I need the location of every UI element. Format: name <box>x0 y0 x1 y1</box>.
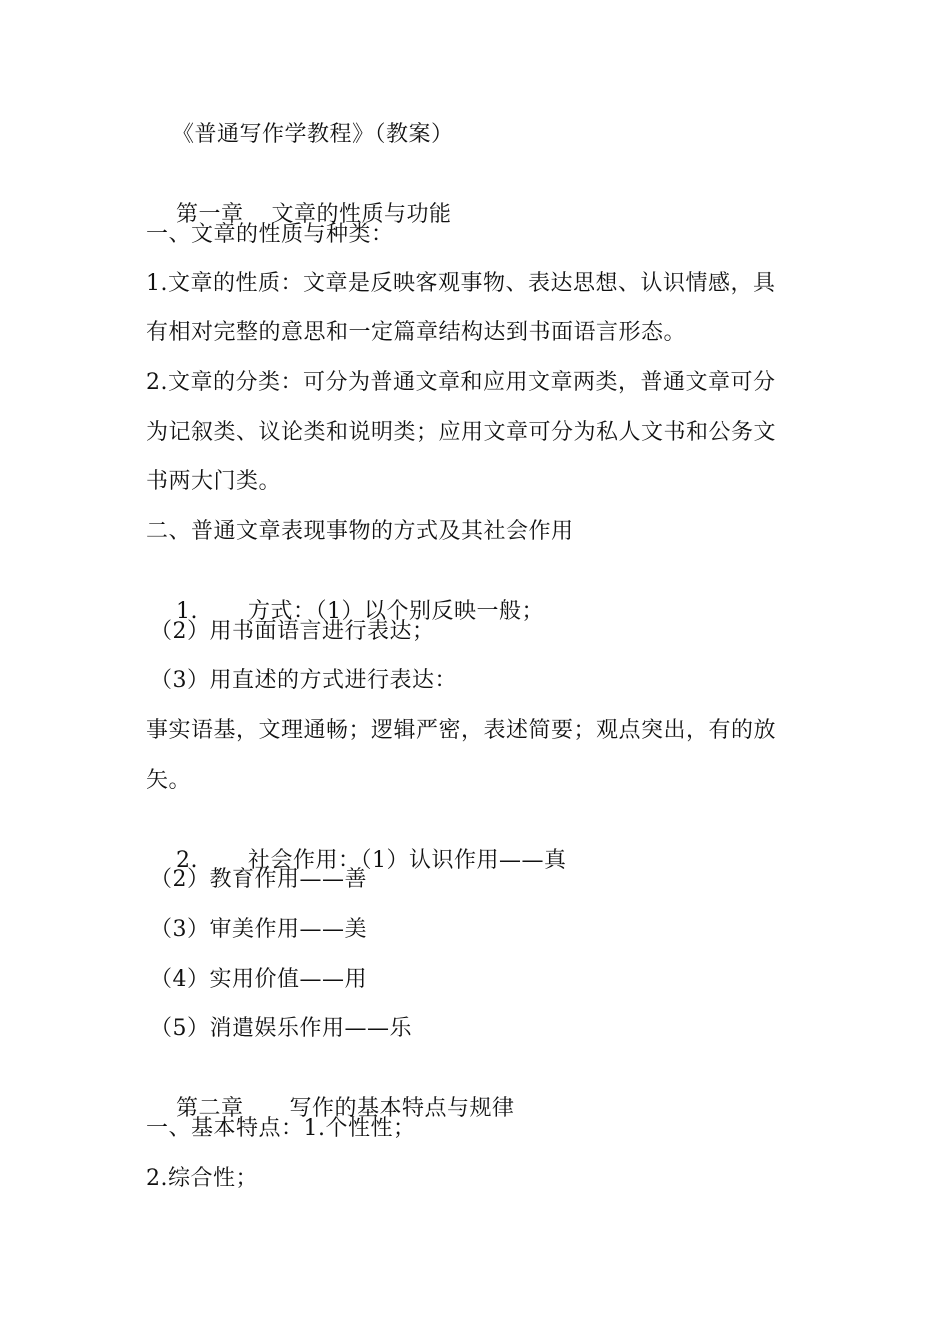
list-item: （4）实用价值——用 <box>150 967 367 992</box>
document-title: 《普通写作学教程》（教案） <box>172 122 454 147</box>
list-item: 2.综合性； <box>146 1166 258 1191</box>
paragraph-line: 事实语基，文理通畅；逻辑严密，表述简要；观点突出，有的放 <box>146 718 777 743</box>
list-item: （5）消遣娱乐作用——乐 <box>150 1016 412 1041</box>
chapter-1-label: 第一章 <box>175 202 244 227</box>
list-item: （3）审美作用——美 <box>150 917 367 942</box>
section-2-heading: 二、普通文章表现事物的方式及其社会作用 <box>146 519 574 544</box>
section-1-heading: 一、文章的性质与种类： <box>146 222 394 247</box>
list-item: （2）教育作用——善 <box>150 867 367 892</box>
role-text: 社会作用：（1）认识作用——真 <box>247 848 567 873</box>
paragraph-line: 为记叙类、议论类和说明类；应用文章可分为私人文书和公务文 <box>146 420 777 445</box>
method-text: 方式：（1）以个别反映一般； <box>247 599 544 624</box>
chapter-1-name: 文章的性质与功能 <box>271 202 452 227</box>
role-number: 2. <box>175 848 198 873</box>
paragraph-line: 1.文章的性质：文章是反映客观事物、表达思想、认识情感，具 <box>146 271 776 296</box>
paragraph-line: 书两大门类。 <box>146 469 282 494</box>
paragraph-line: 2.文章的分类：可分为普通文章和应用文章两类，普通文章可分 <box>146 370 776 395</box>
method-number: 1. <box>175 599 198 624</box>
list-item: （2）用书面语言进行表达； <box>150 619 435 644</box>
chapter-2-name: 写作的基本特点与规律 <box>289 1096 515 1121</box>
ch2-section-1-heading: 一、基本特点：1.个性性； <box>146 1116 416 1141</box>
chapter-2-label: 第二章 <box>175 1096 244 1121</box>
paragraph-line: 矢。 <box>146 768 192 793</box>
paragraph-line: 有相对完整的意思和一定篇章结构达到书面语言形态。 <box>146 320 687 345</box>
list-item: （3）用直述的方式进行表达： <box>150 668 457 693</box>
